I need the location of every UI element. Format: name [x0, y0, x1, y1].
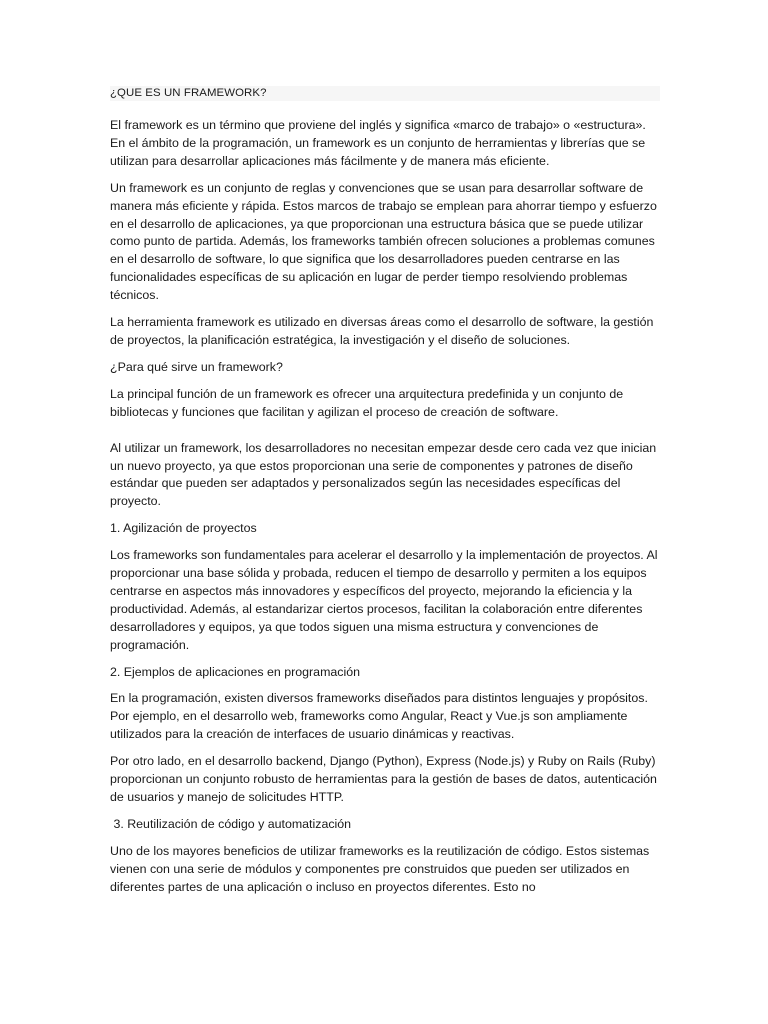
heading-agilization: 1. Agilización de proyectos [110, 521, 257, 536]
paragraph-using-framework: Al utilizar un framework, los desarrolladores no necesitan empezar desde cero cada vez que inician un nuevo proyecto, ya que estos proporcionan una serie de componentes y patrones de diseño estándar que pueden ser adaptados y personalizados según las necesidades específicas del proyecto. [110, 440, 657, 509]
heading-examples: 2. Ejemplos de aplicaciones en programación [110, 664, 361, 679]
paragraph-examples-frontend: En la programación, existen diversos frameworks diseñados para distintos lenguajes y propósitos. Por ejemplo, en el desarrollo web, frameworks como Angular, React y Vue.js son ampliamente utilizados para la creación de interfaces de usuario dinámicas y reactivas. [110, 691, 648, 742]
document-title: ¿QUE ES UN FRAMEWORK? [110, 86, 660, 101]
paragraph-main-function: La principal función de un framework es ofrecer una arquitectura predefinida y un conjunto de bibliotecas y funciones que facilitan y agilizan el proceso de creación de software. [110, 386, 624, 419]
paragraph-rules-conventions: Un framework es un conjunto de reglas y convenciones que se usan para desarrollar software de manera más eficiente y rápida. Estos marcos de trabajo se emplean para ahorrar tiempo y esfuerzo en el desarrollo de aplicaciones, ya que proporcionan una estructura básica que se puede utilizar como punto de partida. Además, los frameworks también ofrecen soluciones a problemas comunes en el desarrollo de software, lo que significa que los desarrolladores pueden centrarse en las funcionalidades específicas de su aplicación en lugar de perder tiempo resolviendo problemas técnicos. [110, 180, 657, 303]
heading-purpose: ¿Para qué sirve un framework? [110, 359, 283, 374]
paragraph-definition: El framework es un término que proviene del inglés y significa «marco de trabajo» o «estructura». En el ámbito de la programación, un framework es un conjunto de herramientas y librerías que se utilizan para desarrollar aplicaciones más fácilmente y de manera más eficiente. [110, 118, 646, 168]
document-body [110, 86, 660, 906]
heading-reuse: 3. Reutilización de código y automatización [110, 816, 352, 831]
paragraph-areas: La herramienta framework es utilizado en diversas áreas como el desarrollo de software, la gestión de proyectos, la planificación estratégica, la investigación y el diseño de soluciones. [110, 315, 654, 347]
paragraph-agilization: Los frameworks son fundamentales para acelerar el desarrollo y la implementación de proyectos. Al proporcionar una base sólida y probada, reducen el tiempo de desarrollo y permiten a los equipos centrarse en aspectos más innovadores y específicos del proyecto, mejorando la eficiencia y la productividad. Además, al estandarizar ciertos procesos, facilitan la colaboración entre diferentes desarrolladores y equipos, ya que todos siguen una misma estructura y convenciones de programación. [110, 548, 658, 652]
paragraph-reuse: Uno de los mayores beneficios de utilizar frameworks es la reutilización de código. Estos sistemas vienen con una serie de módulos y componentes pre construidos que pueden ser utilizados en diferentes partes de una aplicación o incluso en proyectos diferentes. Esto no [110, 843, 650, 894]
paragraph-examples-backend: Por otro lado, en el desarrollo backend, Django (Python), Express (Node.js) y Ruby on Rails (Ruby) proporcionan un conjunto robusto de herramientas para la gestión de bases de datos, autenticación de usuarios y manejo de solicitudes HTTP. [110, 754, 657, 804]
